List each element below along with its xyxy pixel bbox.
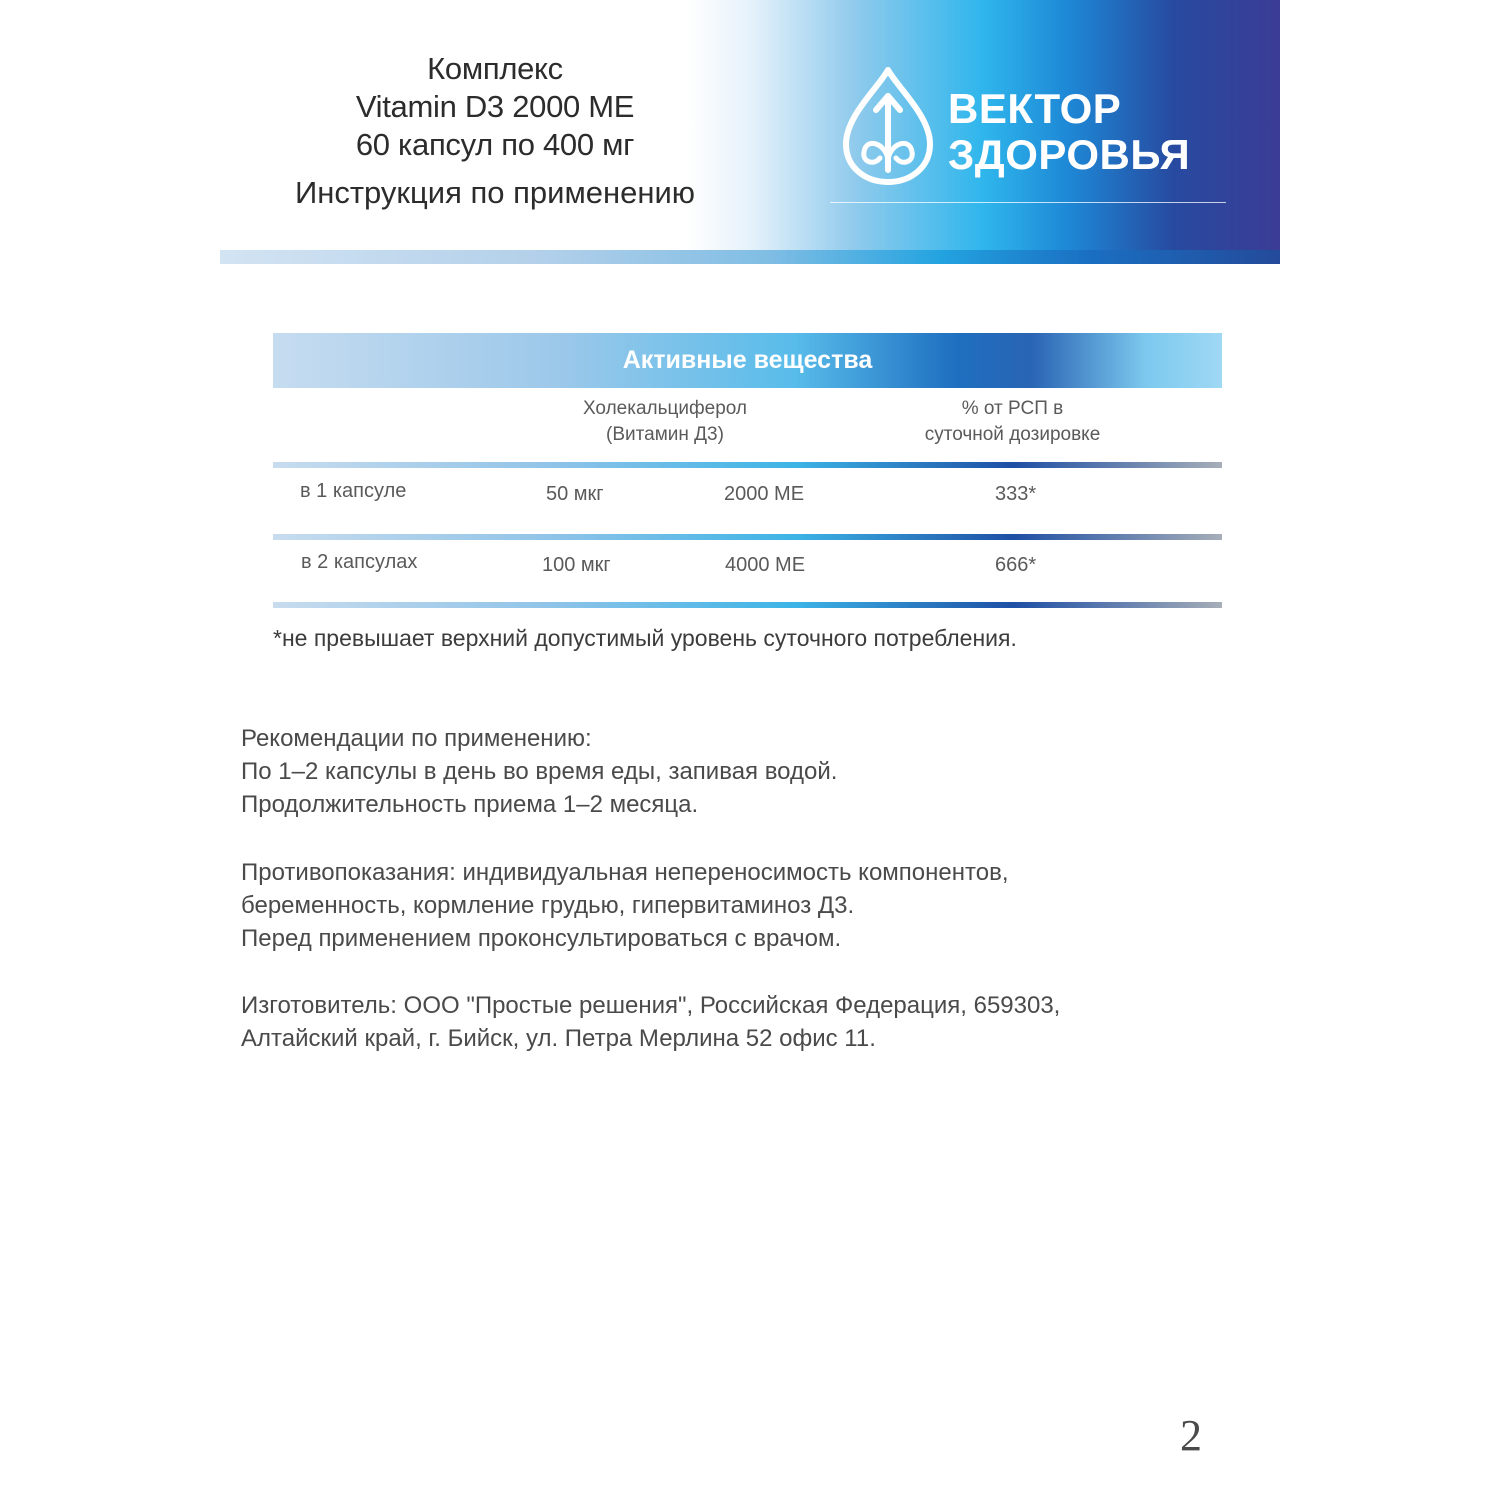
substance-name: Холекальциферол <box>582 398 748 419</box>
contraindications-line-2: беременность, кормление грудью, гипервитаминоз Д3. <box>241 892 855 919</box>
title-line-3: 60 капсул по 400 мг <box>355 127 635 162</box>
title-line-1: Комплекс <box>427 51 563 86</box>
rsp-header-line-2: суточной дозировке <box>924 424 1101 445</box>
drop-leaf-arrow-icon <box>838 66 938 186</box>
footnote: *не превышает верхний допустимый уровень суточного потребления. <box>273 625 1017 651</box>
product-title <box>250 50 740 212</box>
header-gradient-bar <box>220 250 1280 264</box>
row-mcg: 50 мкг <box>546 483 604 505</box>
row-label: в 2 капсулах <box>301 551 418 573</box>
contraindications-line-1: Противопоказания: индивидуальная непереносимость компонентов, <box>241 859 1009 886</box>
row-label: в 1 капсуле <box>300 480 407 502</box>
brand-name <box>948 86 1190 178</box>
recommendations-dosage: По 1–2 капсулы в день во время еды, запивая водой. <box>241 758 838 785</box>
rsp-column-header <box>880 396 1145 448</box>
brand-line-1: ВЕКТОР <box>948 85 1122 132</box>
recommendations-duration: Продолжительность приема 1–2 месяца. <box>241 791 699 818</box>
row-mcg: 100 мкг <box>542 554 611 576</box>
substance-column-header <box>540 396 790 448</box>
contraindications-line-3: Перед применением проконсультироваться с врачом. <box>241 925 842 952</box>
table-divider <box>273 602 1222 608</box>
row-me: 2000 МЕ <box>724 483 805 505</box>
brand-logo <box>838 66 1228 206</box>
instruction-subtitle: Инструкция по применению <box>294 175 696 210</box>
table-divider <box>273 462 1222 468</box>
manufacturer-section <box>241 989 1060 1055</box>
substance-alias: (Витамин Д3) <box>606 424 724 445</box>
row-rsp: 666* <box>995 554 1037 576</box>
active-substances-header <box>273 333 1222 388</box>
brand-line-2: ЗДОРОВЬЯ <box>948 131 1191 178</box>
table-title: Активные вещества <box>622 346 873 374</box>
logo-divider <box>830 202 1226 203</box>
contraindications-section <box>241 856 1008 955</box>
recommendations-heading: Рекомендации по применению: <box>241 725 592 752</box>
rsp-header-line-1: % от РСП в <box>961 398 1064 419</box>
row-rsp: 333* <box>995 483 1037 505</box>
recommendations-section <box>241 722 837 821</box>
row-me: 4000 МЕ <box>725 554 806 576</box>
title-line-2: Vitamin D3 2000 МЕ <box>355 89 635 124</box>
table-divider <box>273 534 1222 540</box>
manufacturer-line-1: Изготовитель: ООО "Простые решения", Российская Федерация, 659303, <box>241 992 1061 1019</box>
page-number: 2 <box>1180 1411 1202 1460</box>
manufacturer-line-2: Алтайский край, г. Бийск, ул. Петра Мерлина 52 офис 11. <box>241 1025 876 1052</box>
